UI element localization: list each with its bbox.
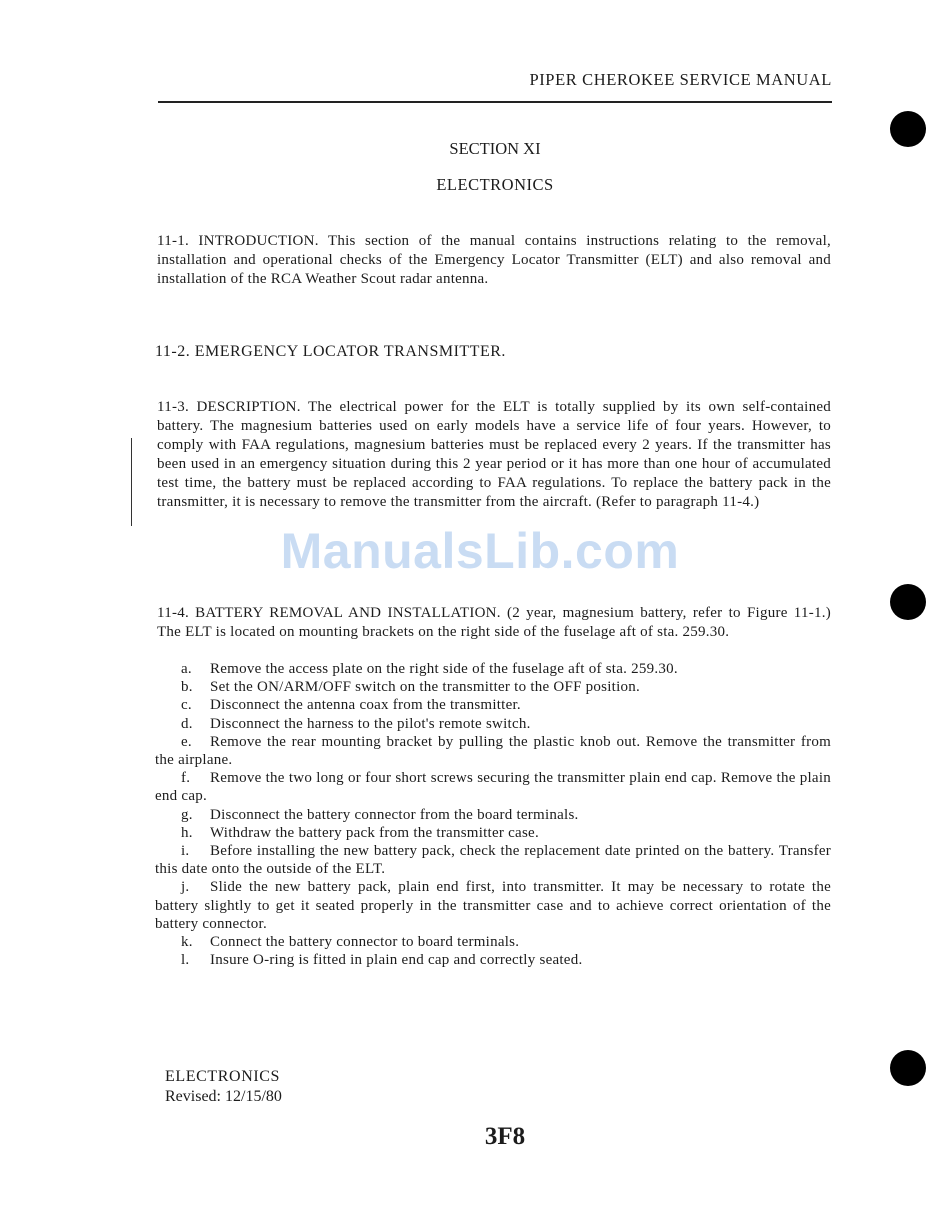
step-letter: i.: [181, 843, 190, 860]
revision-change-bar: [131, 438, 132, 526]
procedure-step: [155, 696, 831, 714]
battery-paragraph: [157, 604, 831, 641]
header-rule: [158, 101, 832, 103]
procedure-step: [155, 878, 831, 933]
step-text: Disconnect the harness to the pilot's remote switch.: [210, 715, 531, 732]
step-letter: a.: [181, 661, 192, 677]
procedure-step: [155, 769, 831, 805]
step-letter: k.: [181, 934, 193, 951]
description-paragraph: [157, 398, 831, 512]
procedure-step: [155, 678, 831, 696]
footer-section-name: ELECTRONICS: [165, 1068, 281, 1085]
step-text: Insure O-ring is fitted in plain end cap and correctly seated.: [210, 952, 583, 969]
page-code: 3F8: [484, 1123, 526, 1150]
procedure-step: [155, 933, 831, 951]
procedure-step: [155, 842, 831, 878]
binder-hole-bottom: [890, 1050, 926, 1086]
elt-heading: 11-2. EMERGENCY LOCATOR TRANSMITTER.: [155, 343, 506, 360]
description-label: 11-3. DESCRIPTION.: [157, 399, 301, 415]
step-text: Remove the access plate on the right side of the fuselage aft of sta. 259.30.: [210, 661, 678, 677]
step-letter: e.: [181, 733, 192, 750]
binder-hole-middle: [890, 584, 926, 620]
step-letter: b.: [181, 679, 193, 696]
introduction-label: 11-1. INTRODUCTION.: [157, 233, 319, 249]
introduction-text: This section of the manual contains instructions relating to the removal, installation and operational checks of the Emergency Locator Transmitter (ELT) and also removal and installation of the RCA Weather Scout radar antenna.: [157, 233, 831, 287]
procedure-steps: [155, 660, 831, 969]
step-letter: l.: [181, 952, 190, 969]
step-text: Connect the battery connector to board terminals.: [210, 934, 520, 951]
step-text: Set the ON/ARM/OFF switch on the transmitter to the OFF position.: [210, 679, 641, 696]
procedure-step: [155, 806, 831, 824]
step-text: Remove the two long or four short screws securing the transmitter plain end cap. Remove the plain end cap.: [155, 770, 831, 805]
procedure-step: [155, 733, 831, 769]
battery-text: (2 year, magnesium battery, refer to Figure 11-1.) The ELT is located on mounting brackets on the right side of the fuselage aft of sta. 259.30.: [157, 605, 831, 640]
description-text: The electrical power for the ELT is totally supplied by its own self-contained battery. The magnesium batteries used on early models have a service life of four years. However, to comply with FAA regulations, magnesium batteries must be replaced every 2 years. If the transmitter has been used in an emergency situation during this 2 year period or it has more than one hour of accumulated test time, the battery must be replaced according to FAA regulations. To replace the battery pack in the transmitter, it is necessary to remove the transmitter from the aircraft. (Refer to paragraph 11-4.): [157, 399, 831, 510]
procedure-step: [155, 824, 831, 842]
step-letter: g.: [181, 806, 193, 823]
step-letter: c.: [181, 697, 192, 714]
step-text: Remove the rear mounting bracket by pulling the plastic knob out. Remove the transmitter from the airplane.: [155, 733, 831, 769]
section-number: SECTION XI: [449, 139, 541, 158]
watermark: ManualsLib.com: [280, 523, 680, 579]
step-text: Disconnect the battery connector from the board terminals.: [210, 806, 579, 823]
procedure-step: [155, 660, 831, 678]
step-letter: h.: [181, 824, 193, 841]
step-letter: d.: [181, 715, 193, 732]
section-title: ELECTRONICS: [436, 175, 554, 194]
page-header-title: PIPER CHEROKEE SERVICE MANUAL: [529, 70, 832, 89]
footer-revised-date: Revised: 12/15/80: [165, 1088, 282, 1105]
step-text: Slide the new battery pack, plain end first, into transmitter. It may be necessary to rotate the battery slightly to get it seated properly in the transmitter case and to achieve correct orientation of the battery connector.: [155, 879, 831, 932]
step-letter: j.: [181, 879, 190, 896]
step-text: Withdraw the battery pack from the transmitter case.: [210, 824, 539, 841]
step-letter: f.: [181, 770, 191, 787]
introduction-paragraph: [157, 232, 831, 289]
step-text: Before installing the new battery pack, check the replacement date printed on the battery. Transfer this date onto the outside of the ELT.: [155, 843, 831, 878]
procedure-step: [155, 715, 831, 733]
procedure-step: [155, 951, 831, 969]
step-text: Disconnect the antenna coax from the transmitter.: [210, 697, 521, 714]
battery-label: 11-4. BATTERY REMOVAL AND INSTALLATION.: [157, 605, 501, 621]
